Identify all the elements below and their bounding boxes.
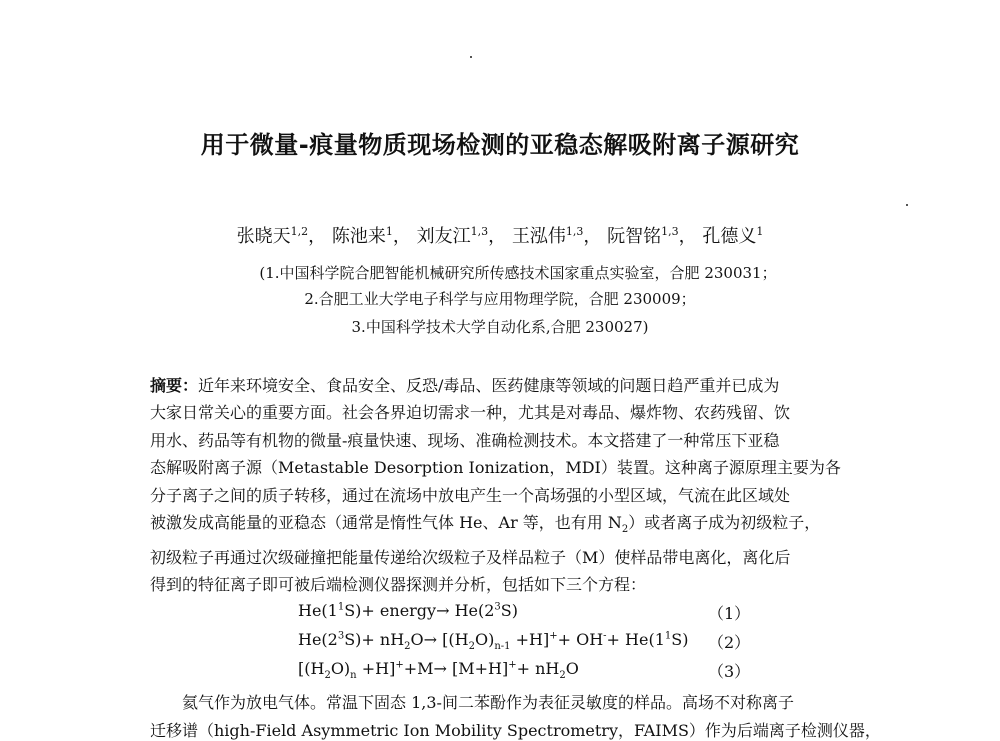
equation-number: （1） [708,604,751,623]
affiliation-2: 2.合肥工业大学电子科学与应用物理学院，合肥 230009； [304,290,696,308]
author-name: 张晓天 [236,226,291,247]
speck-right [906,204,908,206]
affiliation-1: (1.中国科学院合肥智能机械研究所传感技术国家重点实验室，合肥 230031； [259,264,777,282]
author-name: 刘友江 [416,226,471,247]
body-paragraph-line: 迁移谱（high-Field Asymmetric Ion Mobility Spectrometry，FAIMS）作为后端离子检测仪器， [150,721,881,740]
abstract-line: 分子离子之间的质子转移，通过在流场中放电产生一个高场强的小型区域，气流在此区域处 [150,485,791,505]
author-affil-mark: 1,3 [565,225,584,238]
abstract-line-cont: ）或者离子成为初级粒子， [628,513,821,533]
equation-3: $[(H_2O)_n +H]^++M\to [M+H]^++ nH_2O$ [298,659,579,682]
author-list: 张晓天$^{1,2}$， 陈池来$^1$， 刘友江$^{1,3}$， 王泓伟$^{1,3}$， 阮智铭$^{1,3}$， 孔德义$^1$ [236,225,764,247]
author-affil-mark: 1,3 [470,225,489,238]
author-affil-mark: 1,2 [290,225,309,238]
abstract-line: 得到的特征离子即可被后端检测仪器探测并分析，包括如下三个方程： [150,575,647,595]
affiliation-3: 3.中国科学技术大学自动化系,合肥 230027) [351,318,649,336]
body-paragraph-line: 氦气作为放电气体。常温下固态 1,3-间二苯酚作为表征灵敏度的样品。高场不对称离子 [182,693,794,712]
equation-number: （2） [708,633,751,652]
author-affil-mark: 1,3 [661,225,679,238]
author-name: 陈池来 [331,226,386,247]
abstract-line: 用水、药品等有机物的微量-痕量快速、现场、准确检测技术。本文搭建了一种常压下亚稳 [150,430,780,450]
equation-number: （3） [708,662,751,681]
equation-2: $He(2^3S)+ nH_2O\to [(H_2O)_{n-1} +H]^++ OH^-+ He(1^1S)$ [298,630,689,653]
author-name: 阮智铭 [607,226,662,247]
abstract-label: 摘要： [150,376,199,395]
abstract-line: 被激发成高能量的亚稳态（通常是惰性气体 He、Ar 等，也有用 N [150,513,622,533]
abstract-line: 初级粒子再通过次级碰撞把能量传递给次级粒子及样品粒子（M）使样品带电离化，离化后 [150,547,791,567]
author-affil-mark: 1 [756,225,764,238]
abstract [150,372,855,598]
author-name: 孔德义 [702,226,757,247]
author-affil-mark: 1 [385,225,393,238]
author-name: 王泓伟 [511,226,566,247]
abstract-line: 近年来环境安全、食品安全、反恐/毒品、医药健康等领域的问题日趋严重并已成为 [198,376,780,395]
abstract-line: 态解吸附离子源（Metastable Desorption Ionization，MDI）装置。这种离子源原理主要为各 [150,458,841,478]
paper-title: 用于微量-痕量物质现场检测的亚稳态解吸附离子源研究 [200,131,800,159]
equation-1: $He(1^1S)+$ energy→ $He(2^3S)$ [298,601,518,620]
n2-subscript: 2 [621,524,629,536]
speck-top [470,56,472,58]
abstract-line: 大家日常关心的重要方面。社会各界迫切需求一种，尤其是对毒品、爆炸物、农药残留、饮 [150,403,791,423]
